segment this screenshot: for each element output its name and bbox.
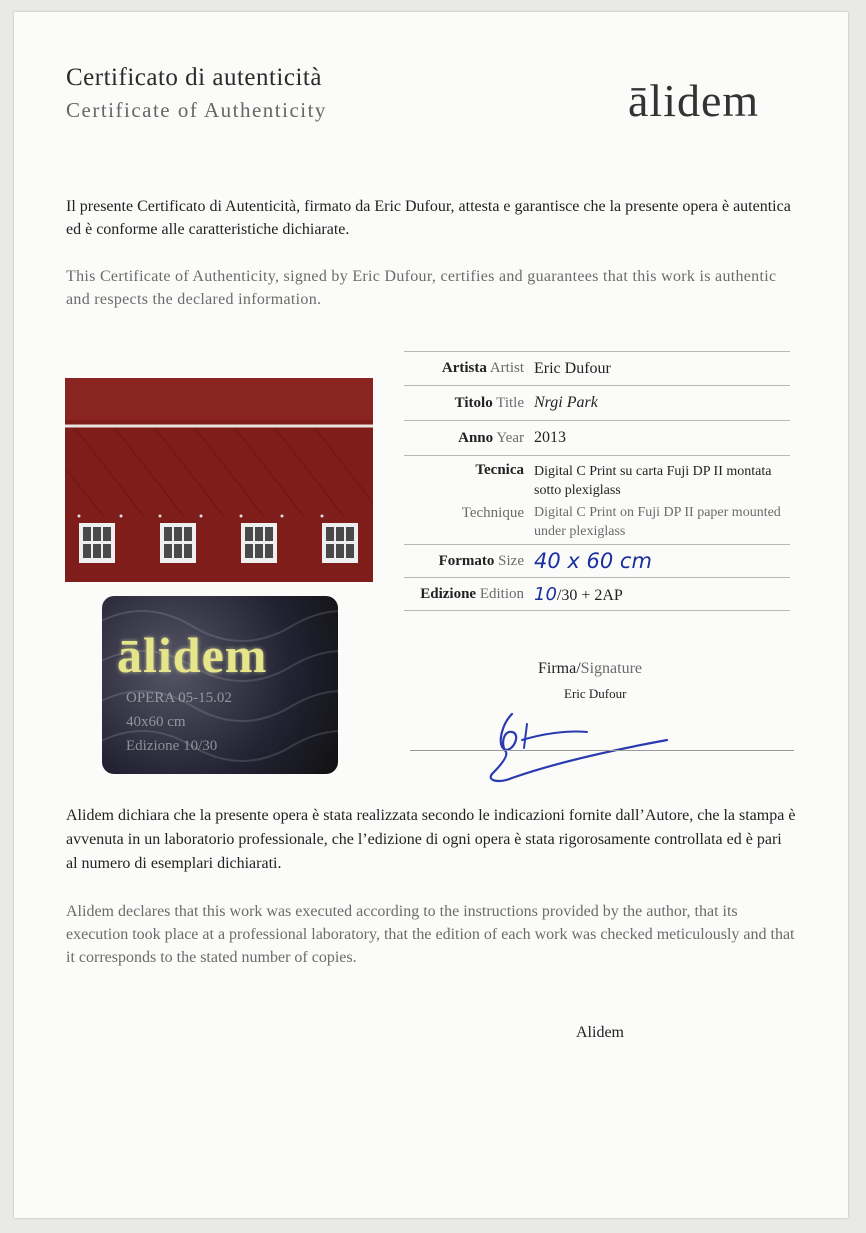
declaration-english: Alidem declares that this work was executed according to the instructions provided by the author, that its execution took place at a professional laboratory, that the edition of each work was checked meticulously and that it corresponds to the stated number of copies. <box>66 903 795 966</box>
technique-value-en: Digital C Print on Fuji DP II paper mounted under plexiglass <box>534 505 781 539</box>
edition-number: 10 <box>534 583 557 605</box>
title-english: Certificate of Authenticity <box>66 98 327 122</box>
row-title: Titolo Title Nrgi Park <box>404 385 790 420</box>
hologram-line-2: 40x60 cm <box>126 714 186 730</box>
size-value: 40 x 60 cm <box>534 549 652 573</box>
title-value: Nrgi Park <box>534 394 598 411</box>
hologram-line-1: OPERA 05-15.02 <box>126 690 232 706</box>
artist-value: Eric Dufour <box>534 359 611 377</box>
hologram-logo: ālidem <box>117 627 268 683</box>
row-size: Formato Size 40 x 60 cm <box>404 544 790 577</box>
edition-total: /30 + 2AP <box>556 586 623 604</box>
row-year: Anno Year 2013 <box>404 420 790 455</box>
row-edition: Edizione Edition 10/30 + 2AP <box>404 577 790 611</box>
declaration-italian: Alidem dichiara che la presente opera è stata realizzata secondo le indicazioni fornite dall’Autore, che la stampa è avvenuta in un laboratorio professionale, che l’edizione di ogni opera è stata rigorosamente controllata ed è pari al numero di esemplari dichiarati. <box>66 807 796 872</box>
technique-value-it: Digital C Print su carta Fuji DP II montata sotto plexiglass <box>534 464 772 498</box>
certificate-page <box>14 12 848 1218</box>
signature-name: Eric Dufour <box>564 686 627 701</box>
year-value: 2013 <box>534 429 566 446</box>
intro-english: This Certificate of Authenticity, signed by Eric Dufour, certifies and guarantees that this work is authentic and respects the declared information. <box>66 268 777 308</box>
hologram-line-3: Edizione 10/30 <box>126 738 218 754</box>
title-italian: Certificato di autenticità <box>66 64 322 91</box>
signature-label: Firma/Signature <box>538 660 642 677</box>
alidem-logo: ālidem <box>628 75 760 126</box>
issuer-name: Alidem <box>576 1024 624 1041</box>
intro-italian: Il presente Certificato di Autenticità, firmato da Eric Dufour, attesta e garantisce che la presente opera è autentica ed è conforme alle caratteristiche dichiarate. <box>66 198 791 238</box>
hologram-sticker <box>102 596 338 774</box>
details-table <box>404 351 790 611</box>
row-technique: Tecnica Technique Digital C Print su carta Fuji DP II montata sotto plexiglass Digital C Print on Fuji DP II paper mounted under plexiglass <box>404 455 790 544</box>
row-artist: Artista Artist Eric Dufour <box>404 351 790 385</box>
artwork-photo <box>65 378 373 582</box>
signature-line <box>410 750 794 751</box>
handwritten-signature <box>482 704 682 789</box>
